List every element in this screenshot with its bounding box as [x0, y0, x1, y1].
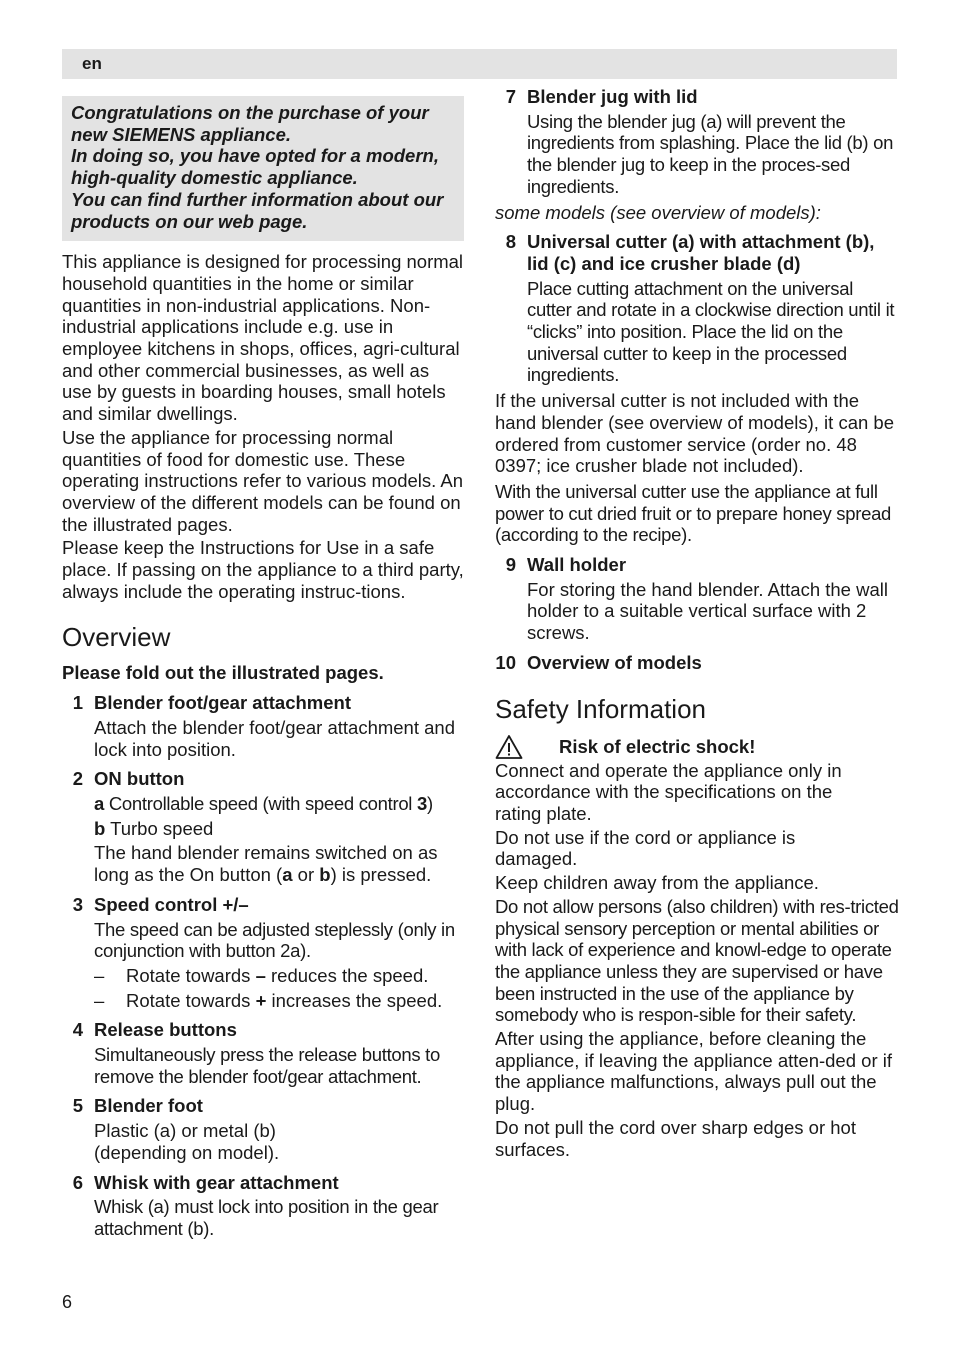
item-3-body: The speed can be adjusted steplessly (only in conjunction with button 2a).: [94, 918, 455, 962]
intro-line: products on our web page.: [71, 210, 308, 232]
intro-line: In doing so, you have opted for a modern,: [71, 145, 439, 167]
item-number: 2: [72, 768, 83, 790]
item-1-heading: [62, 692, 464, 714]
item-number: 4: [72, 1019, 83, 1041]
item-10-heading: [495, 652, 899, 674]
item-title: Blender jug with lid: [527, 86, 698, 107]
intro-line: new SIEMENS appliance.: [71, 123, 292, 145]
right-column: [495, 86, 899, 1160]
dash-text: [126, 965, 428, 987]
item-number: 10: [495, 651, 516, 673]
dash-mark: –: [94, 964, 105, 986]
dash-symbol: –: [255, 964, 266, 986]
item-number: 3: [72, 893, 83, 915]
item-6-heading: [62, 1172, 464, 1194]
page-number: 6: [62, 1292, 73, 1312]
item-4-heading: [62, 1019, 464, 1041]
item-2-heading: [62, 768, 464, 790]
option-key: b: [94, 817, 106, 839]
dash-post: reduces the speed.: [265, 964, 429, 986]
dash-pre: Rotate towards: [126, 989, 256, 1011]
item-2-option-a: [94, 793, 464, 815]
safety-heading: Safety Information: [495, 693, 706, 724]
item-number: 6: [72, 1171, 83, 1193]
dash-mark: –: [94, 989, 105, 1011]
item-title: Blender foot: [94, 1095, 203, 1117]
item-5-body-line: Plastic (a) or metal (b): [94, 1120, 276, 1142]
item-3-dash-1: [94, 965, 464, 987]
item-number: 8: [505, 231, 516, 253]
item-1-body: Attach the blender foot/gear attachment and lock into position.: [94, 716, 455, 760]
paragraph-usage: This appliance is designed for processing normal household quantities in the home or similar quantities in non-industrial applications. Non-industrial applications include e.g. use in employee kitchens in shops, offices, agri-cultural and other commercial businesses, as well as use by guests in boarding houses, small hotels and similar dwellings.: [62, 251, 464, 425]
item-3-dash-2: [94, 990, 464, 1012]
language-label: en: [82, 54, 102, 73]
item-title: Blender foot/gear attachment: [94, 692, 351, 714]
safety-pull-plug: After using the appliance, before cleaning the appliance, if leaving the appliance atten-ded or if the appliance malfunctions, always pull out the plug.: [495, 1028, 892, 1115]
fold-out-note: Please fold out the illustrated pages.: [62, 662, 384, 684]
dash-text: [126, 990, 442, 1012]
overview-heading: Overview: [62, 622, 171, 653]
item-8-body: Place cutting attachment on the universal cutter and rotate in a clockwise direction until it “clicks” into position. Place the lid on the universal cutter to keep in the processed ingredients.: [527, 277, 895, 386]
intro-line: You can find further information about our: [71, 188, 444, 210]
item-7-body: Using the blender jug (a) will prevent the ingredients from splashing. Place the lid (b) on the blender jug to keep in the proces-sed ingredients.: [527, 110, 894, 197]
item-2-option-b: [94, 818, 464, 840]
intro-box: [62, 96, 464, 241]
item-9-body: For storing the hand blender. Attach the wall holder to a suitable vertical surface with 2 screws.: [527, 578, 888, 644]
item-title: Release buttons: [94, 1019, 237, 1041]
item-title: Speed control +/–: [94, 893, 249, 915]
option-text: Turbo speed: [105, 817, 214, 839]
item-title: Universal cutter (a) with attachment (b), lid (c) and ice crusher blade (d): [527, 231, 875, 274]
intro-line: Congratulations on the purchase of your: [71, 102, 429, 123]
body-or: or: [292, 864, 320, 886]
item-title: Wall holder: [527, 554, 627, 576]
item-4-body: Simultaneously press the release buttons to remove the blender foot/gear attachment.: [94, 1044, 440, 1087]
item-5-body-line: (depending on model).: [94, 1141, 280, 1163]
body-text: The hand blender remains switched on as long as the On button (: [94, 842, 438, 886]
item-6-body: Whisk (a) must lock into position in the gear attachment (b).: [94, 1196, 439, 1239]
dash-pre: Rotate towards: [126, 964, 256, 986]
warning-triangle-icon: [495, 734, 523, 760]
left-column: [62, 96, 464, 1240]
paragraph-domestic: Use the appliance for processing normal quantities of food for domestic use. These operating instructions refer to various models. An overview of the different models can be found on the illustrated pages.: [62, 426, 464, 535]
dash-symbol: +: [255, 989, 267, 1011]
item-2-body: [94, 842, 464, 885]
safety-children: Keep children away from the appliance.: [495, 872, 819, 894]
cutter-order-note: If the universal cutter is not included with the hand blender (see overview of models), it can be ordered from customer service (order no. 48 0397; ice crusher blade not included).: [495, 390, 894, 477]
option-text: Controllable speed (with speed control: [104, 792, 417, 814]
warning-label: Risk of electric shock!: [559, 735, 756, 757]
safety-damaged: Do not use if the cord or appliance is damaged.: [495, 826, 796, 870]
option-key: a: [94, 792, 104, 814]
safety-cord-edges: Do not pull the cord over sharp edges or hot surfaces.: [495, 1116, 856, 1160]
item-title: Overview of models: [527, 651, 702, 673]
item-3-heading: [62, 894, 464, 916]
ref-b: b: [319, 864, 331, 886]
item-8-heading: [495, 231, 899, 274]
electric-shock-warning: [495, 734, 899, 760]
item-5-heading: [62, 1095, 464, 1117]
item-number: 1: [72, 692, 83, 714]
item-9-heading: [495, 554, 899, 576]
item-title: ON button: [94, 768, 185, 790]
safety-rating-plate: Connect and operate the appliance only in accordance with the specifications on the rating plate.: [495, 759, 842, 824]
safety-restricted-persons: Do not allow persons (also children) with res-tricted physical sensory perception or mental abilities or with lack of experience and knowl-edge to operate the appliance unless they are supervised or have been instructed in the use of the appliance by somebody who is respon-sible for their safety.: [495, 895, 899, 1026]
language-bar: [62, 49, 897, 79]
item-title: Whisk with gear attachment: [94, 1171, 339, 1193]
item-number: 9: [505, 554, 516, 576]
ref-a: a: [282, 864, 293, 886]
option-ref: 3: [416, 792, 427, 814]
paragraph-keep: Please keep the Instructions for Use in a safe place. If passing on the appliance to a third party, always include the operating instruc-tions.: [62, 537, 464, 602]
item-number: 5: [72, 1095, 83, 1117]
item-7-heading: [495, 86, 899, 108]
dash-post: increases the speed.: [266, 989, 443, 1011]
cutter-usage-note: With the universal cutter use the appliance at full power to cut dried fruit or to prepare honey spread (according to the recipe).: [495, 480, 892, 546]
item-number: 7: [505, 86, 516, 107]
body-end: ) is pressed.: [330, 864, 432, 886]
intro-line: high-quality domestic appliance.: [71, 167, 358, 189]
option-end: ): [426, 792, 433, 814]
some-models-note: some models (see overview of models):: [495, 201, 821, 223]
